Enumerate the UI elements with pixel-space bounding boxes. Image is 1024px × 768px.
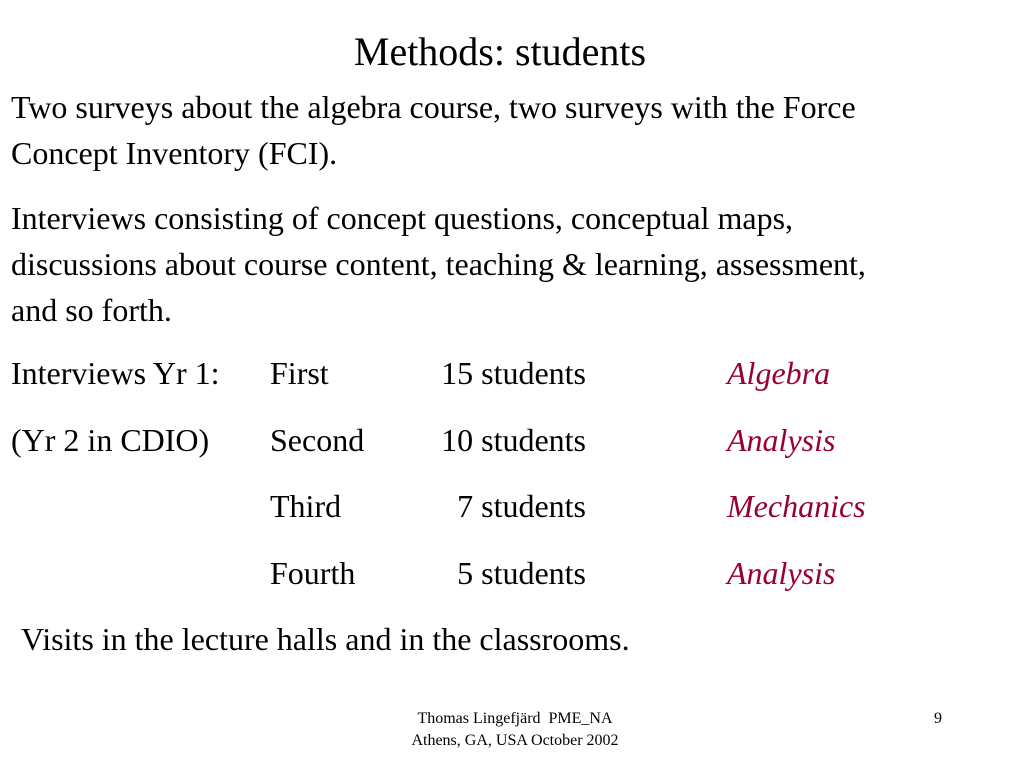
row-order: Second (270, 422, 365, 458)
slide-title: Methods: students (353, 29, 647, 74)
surveys-line-2: Concept Inventory (FCI). (11, 135, 338, 171)
interviews-paragraph (11, 195, 866, 333)
row-student-count: 7 students (457, 488, 586, 524)
row-student-count: 5 students (457, 555, 586, 591)
footer-credit (360, 708, 670, 752)
row-course: Algebra (727, 355, 831, 391)
footer-author: Thomas Lingefjärd PME_NA (417, 710, 613, 727)
row-course: Analysis (727, 555, 836, 591)
footer-venue: Athens, GA, USA October 2002 (411, 732, 619, 749)
interview-row-fourth (0, 550, 1024, 596)
surveys-paragraph (11, 84, 856, 176)
visits-paragraph: Visits in the lecture halls and in the classrooms. (21, 621, 630, 657)
row-student-count: 15 students (441, 355, 586, 391)
interview-row-second (0, 417, 1024, 463)
page-number: 9 (934, 710, 942, 727)
row-order: First (270, 355, 329, 391)
interview-row-first (0, 350, 1024, 396)
surveys-line-1: Two surveys about the algebra course, two surveys with the Force (11, 89, 856, 125)
row-label: (Yr 2 in CDIO) (11, 422, 210, 458)
row-label: Interviews Yr 1: (11, 355, 220, 391)
row-course: Mechanics (727, 488, 866, 524)
row-course: Analysis (727, 422, 836, 458)
interviews-line-1: Interviews consisting of concept questions, conceptual maps, (11, 200, 794, 236)
row-order: Fourth (270, 555, 356, 591)
row-order: Third (270, 488, 342, 524)
interview-row-third (0, 483, 1024, 529)
row-student-count: 10 students (441, 422, 586, 458)
interviews-line-2: discussions about course content, teaching & learning, assessment, (11, 246, 866, 282)
interviews-line-3: and so forth. (11, 292, 172, 328)
